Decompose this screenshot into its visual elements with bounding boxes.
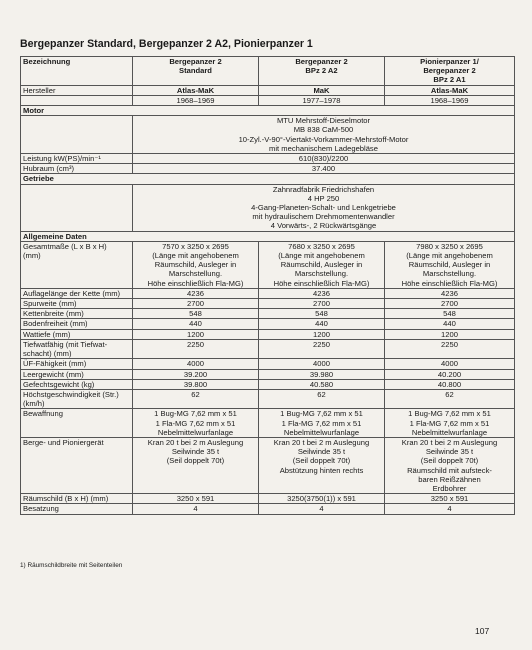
row-value-2: 4 (259, 504, 385, 514)
table-row (21, 299, 515, 309)
displacement-label: Hubraum (cm³) (21, 164, 133, 174)
row-value-1: 2700 (133, 299, 259, 309)
manufacturer-label: Hersteller (21, 85, 133, 95)
row-value-1: 39.800 (133, 379, 259, 389)
row-label: Berge- und Pioniergerät (21, 437, 133, 493)
table-row (21, 389, 515, 408)
manufacturer-1: Atlas-MaK (133, 85, 259, 95)
row-label: Wattiefe (mm) (21, 329, 133, 339)
row-value-1: 4 (133, 504, 259, 514)
row-value-3: 1200 (385, 329, 515, 339)
section-motor-heading: Motor (21, 106, 515, 116)
row-value-3: 2250 (385, 339, 515, 358)
row-value-3: 440 (385, 319, 515, 329)
row-value-3: 4236 (385, 288, 515, 298)
row-value-1: 548 (133, 309, 259, 319)
row-value-2: Kran 20 t bei 2 m Auslegung Seilwinde 35 t (Seil doppelt 70t) Abstützung hinten rechts (259, 437, 385, 493)
row-label: Bewaffnung (21, 409, 133, 438)
manufacturer-2: MaK (259, 85, 385, 95)
table-row (21, 241, 515, 288)
table-row (21, 329, 515, 339)
row-label: Kettenbreite (mm) (21, 309, 133, 319)
row-value-3: 7980 x 3250 x 2695 (Länge mit angehobenem Räumschild, Ausleger in Marschstellung. Höhe einschließlich Fla-MG) (385, 241, 515, 288)
row-value-2: 7680 x 3250 x 2695 (Länge mit angehobenem Räumschild, Ausleger in Marschstellung. Höhe einschließlich Fla-MG) (259, 241, 385, 288)
row-label: Räumschild (B x H) (mm) (21, 494, 133, 504)
table-row (21, 504, 515, 514)
row-value-2: 3250(3750(1)) x 591 (259, 494, 385, 504)
row-value-1: 62 (133, 389, 259, 408)
manufacturer-row (21, 85, 515, 95)
table-row (21, 319, 515, 329)
row-value-2: 1200 (259, 329, 385, 339)
section-motor (21, 106, 515, 116)
row-value-3: 1 Bug-MG 7,62 mm x 51 1 Fla-MG 7,62 mm x 51 Nebelmittelwurfanlage (385, 409, 515, 438)
table-row (21, 309, 515, 319)
row-value-2: 1 Bug-MG 7,62 mm x 51 1 Fla-MG 7,62 mm x 51 Nebelmittelwurfanlage (259, 409, 385, 438)
years-3: 1968–1969 (385, 95, 515, 105)
header-row (21, 57, 515, 86)
row-label: ÜF-Fähigkeit (mm) (21, 359, 133, 369)
row-value-3: 3250 x 591 (385, 494, 515, 504)
column-header-label: Bezeichnung (21, 57, 133, 86)
row-value-3: 4 (385, 504, 515, 514)
row-value-1: Kran 20 t bei 2 m Auslegung Seilwinde 35 t (Seil doppelt 70t) (133, 437, 259, 493)
row-label: Höchstgeschwindigkeit (Str.) (km/h) (21, 389, 133, 408)
row-value-1: 4000 (133, 359, 259, 369)
displacement-row (21, 164, 515, 174)
row-value-2: 2250 (259, 339, 385, 358)
table-row (21, 379, 515, 389)
row-label: Tiefwatfähig (mit Tiefwat- schacht) (mm) (21, 339, 133, 358)
years-2: 1977–1978 (259, 95, 385, 105)
row-label: Bodenfreiheit (mm) (21, 319, 133, 329)
table-row (21, 369, 515, 379)
table-row (21, 359, 515, 369)
row-value-3: 548 (385, 309, 515, 319)
power-value: 610(830)/2200 (133, 154, 515, 164)
row-value-1: 3250 x 591 (133, 494, 259, 504)
column-header-3: Pionierpanzer 1/ Bergepanzer 2 BPz 2 A1 (385, 57, 515, 86)
motor-description-row (21, 116, 515, 154)
row-value-2: 39.980 (259, 369, 385, 379)
column-header-2: Bergepanzer 2 BPz 2 A2 (259, 57, 385, 86)
row-value-3: 62 (385, 389, 515, 408)
row-label: Spurweite (mm) (21, 299, 133, 309)
row-value-2: 4236 (259, 288, 385, 298)
row-label: Gesamtmaße (L x B x H) (mm) (21, 241, 133, 288)
row-label: Leergewicht (mm) (21, 369, 133, 379)
section-general (21, 231, 515, 241)
row-value-1: 7570 x 3250 x 2695 (Länge mit angehobenem Räumschild, Ausleger in Marschstellung. Höhe einschließlich Fla-MG) (133, 241, 259, 288)
row-value-2: 4000 (259, 359, 385, 369)
row-label: Auflagelänge der Kette (mm) (21, 288, 133, 298)
row-label: Gefechtsgewicht (kg) (21, 379, 133, 389)
gearbox-description: Zahnradfabrik Friedrichshafen 4 HP 250 4-Gang-Planeten-Schalt- und Lenkgetriebe mit hydraulischem Drehmomentenwandler 4 Vorwärts-, 2 Rückwärtsgänge (133, 184, 515, 231)
row-value-1: 4236 (133, 288, 259, 298)
row-value-2: 2700 (259, 299, 385, 309)
row-value-1: 1 Bug-MG 7,62 mm x 51 1 Fla-MG 7,62 mm x 51 Nebelmittelwurfanlage (133, 409, 259, 438)
table-row (21, 437, 515, 493)
motor-description: MTU Mehrstoff-Dieselmotor MB 838 CaM-500 10-Zyl.-V-90°-Viertakt-Vorkammer-Mehrstoff-Motor mit mechanischem Ladegebläse (133, 116, 515, 154)
table-row (21, 409, 515, 438)
row-value-2: 440 (259, 319, 385, 329)
column-header-1: Bergepanzer 2 Standard (133, 57, 259, 86)
gearbox-description-row (21, 184, 515, 231)
page-number: 107 (475, 626, 490, 636)
row-value-1: 39.200 (133, 369, 259, 379)
row-value-3: 2700 (385, 299, 515, 309)
row-value-2: 548 (259, 309, 385, 319)
row-value-2: 62 (259, 389, 385, 408)
row-value-2: 40.580 (259, 379, 385, 389)
table-row (21, 494, 515, 504)
table-row (21, 288, 515, 298)
spec-table (20, 56, 515, 515)
table-row (21, 339, 515, 358)
power-row (21, 154, 515, 164)
footnote: 1) Räumschildbreite mit Seitenteilen (20, 562, 123, 569)
row-value-1: 2250 (133, 339, 259, 358)
row-value-3: 40.800 (385, 379, 515, 389)
page-title: Bergepanzer Standard, Bergepanzer 2 A2, Pionierpanzer 1 (20, 38, 313, 50)
row-value-3: 4000 (385, 359, 515, 369)
row-label: Besatzung (21, 504, 133, 514)
power-label: Leistung kW(PS)/min⁻¹ (21, 154, 133, 164)
years-1: 1968–1969 (133, 95, 259, 105)
years-row (21, 95, 515, 105)
section-gearbox (21, 174, 515, 184)
manufacturer-3: Atlas-MaK (385, 85, 515, 95)
row-value-1: 1200 (133, 329, 259, 339)
displacement-value: 37.400 (133, 164, 515, 174)
row-value-3: Kran 20 t bei 2 m Auslegung Seilwinde 35 t (Seil doppelt 70t) Räumschild mit aufsteck- baren Reißzähnen Erdbohrer (385, 437, 515, 493)
row-value-3: 40.200 (385, 369, 515, 379)
section-gearbox-heading: Getriebe (21, 174, 515, 184)
section-general-heading: Allgemeine Daten (21, 231, 515, 241)
row-value-1: 440 (133, 319, 259, 329)
